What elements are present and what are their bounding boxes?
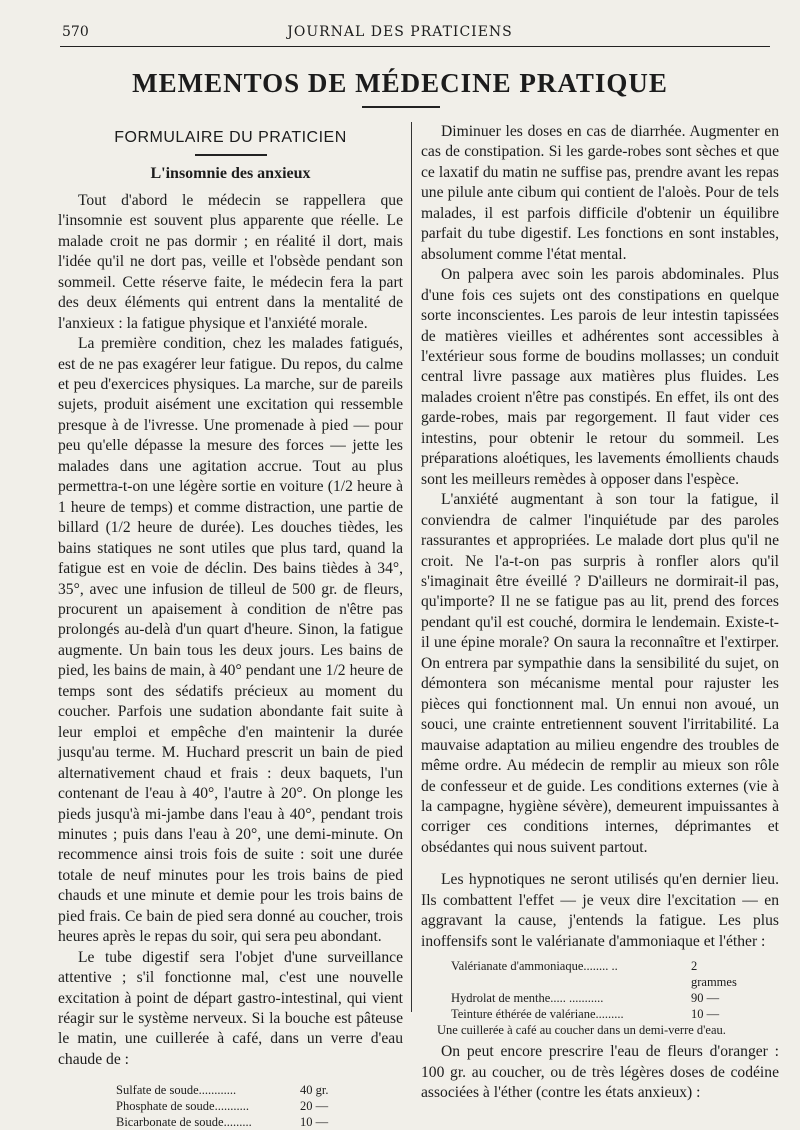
prescription-row	[451, 958, 779, 990]
page-header	[0, 0, 800, 46]
title-rule	[362, 106, 440, 108]
prescription-note: Une cuillerée à café au coucher dans un demi-verre d'eau.	[437, 1023, 726, 1038]
paragraph: On palpera avec soin les parois abdominales. Plus d'une fois ces sujets ont des constipations en quelque sorte inconscientes. Les parois de leur intestin tapissées de matières vieilles et adhérentes sont accessibles à l'extérieur sous forme de boudins mollasses; un conduit central livre passage aux matières plus fluides. Les malades croient n'être pas constipés. En effet, ils ont des garde-robes, mais par regorgement. Il faut vider ces intestins, pour obtenir le retour du sommeil. Les préparations aloétiques, les lavements émollients chauds sont les meilleurs remèdes à opposer dans l'espèce.	[421, 266, 779, 488]
ingredient-dose: 90 —	[691, 991, 720, 1006]
paragraph: Tout d'abord le médecin se rappellera que l'insomnie est souvent plus apparente que réelle. Le malade croit ne pas dormir ; en réalité il dort, mais l'idée qu'il ne dort pas, veille et l'obsède pendant son sommeil. Cette réserve faite, le médecin fera la part des deux éléments qui entrent dans la mentalité de l'anxieux : la fatigue physique et l'anxiété morale.	[58, 191, 403, 332]
ingredient-dose: 2 grammes	[691, 959, 737, 990]
section-rule	[195, 154, 267, 156]
paragraph: Diminuer les doses en cas de diarrhée. Augmenter en cas de constipation. Si les garde-robes sont sèches et que ce laxatif du matin ne suffise pas, prendre avant les repas une pilule ante cibum qui contient de l'aloès. Pour de tels malades, il est parfois difficile d'obtenir un équilibre parfait du tube digestif. Les fonctions en sont instables, absolument comme l'état mental.	[421, 123, 779, 263]
prescription-row	[451, 1006, 779, 1022]
prescription-table	[116, 1082, 403, 1130]
paragraph: On peut encore prescrire l'eau de fleurs d'oranger : 100 gr. au coucher, ou de très légères doses de codéine associées à l'éther (contre les états anxieux) :	[421, 1043, 779, 1102]
ingredient-dose: 20 —	[300, 1099, 329, 1114]
header-rule	[60, 46, 770, 47]
ingredient-name: Hydrolat de menthe..... ...........	[451, 991, 604, 1006]
prescription-table-2	[451, 958, 779, 1022]
main-title: MEMENTOS DE MÉDECINE PRATIQUE	[132, 68, 668, 98]
ingredient-name: Sulfate de soude............	[116, 1083, 237, 1098]
ingredient-name: Phosphate de soude...........	[116, 1099, 249, 1114]
page-number: 570	[62, 24, 89, 40]
prescription-row	[116, 1114, 403, 1130]
paragraph: Le tube digestif sera l'objet d'une surveillance attentive ; s'il fonctionne mal, c'est une nouvelle excitation à point de départ gastro-intestinal, qui vient réagir sur le système nerveux. Si la bouche est pâteuse le matin, une cuillerée à café, dans un verre d'eau chaude de :	[58, 948, 403, 1068]
prescription-row	[116, 1098, 403, 1114]
journal-title: JOURNAL DES PRATICIENS	[287, 24, 513, 40]
paragraph: L'anxiété augmentant à son tour la fatigue, il conviendra de calmer l'inquiétude par des paroles rassurantes et appropriées. Le malade dort plus qu'il ne croit. Ne l'a-t-on pas surpris à ronfler alors qu'il s'imaginait être éveillé ? D'ailleurs ne dormirait-il pas, qu'importe? Il ne se fatigue pas au lit, prend des forces pendant qu'il est couché, dormira le lendemain. Existe-t-il une épine morale? On saura la reconnaître et l'extirper. On entrera par sympathie dans la sensibilité du sujet, on démontera son mécanisme mental pour rajuster les pièces qui fonctionnent mal. Un ennui non avoué, un souci, une crainte entretiennent souvent l'irritabilité. La mauvaise adaptation au milieu engendre des troubles de même ordre. Au médecin de remplir au mieux son rôle de confesseur et de guide. Les conditions externes (vie à la campagne, hygiène sévère), demeurent impuissantes à corriger ces conditions internes, déprimantes et obsédantes qui nous suivent partout.	[421, 491, 779, 856]
ingredient-dose: 10 —	[300, 1115, 329, 1130]
article-title: L'insomnie des anxieux	[150, 165, 311, 183]
right-column	[421, 122, 779, 1103]
ingredient-name: Teinture éthérée de valériane.........	[451, 1007, 624, 1022]
paragraph: La première condition, chez les malades fatigués, est de ne pas exagérer leur fatigue. Du repos, du calme et peu d'exercices physiques. La marche, sur de pareils sujets, produit aisément une excitation qui ressemble presque à de l'ivresse. Une promenade à pied — pour peu qu'elle dépasse la mesure des forces — jette les malades dans une agitation accrue. Tout au plus permettra-t-on une légère sortie en voiture (1/2 heure à 1 heure de temps) et comme distraction, une partie de billard (1/2 heure de durée). Les douches tièdes, les bains statiques ne sont utiles que plus tard, quand la fatigue est en voie de déclin. Des bains tièdes à 34°, 35°, avec une infusion de tilleul de 500 gr. de fleurs, procurent un apaisement à condition de n'être pas prolongés au-delà d'un quart d'heure. Sinon, la fatigue augmente. Un bain tous les deux jours. Les bains de pied, les bains de main, à 40° pendant une 1/2 heure de temps sont des sédatifs précieux au moment du coucher. Parfois une sudation abondante fait suite à leur emploi et empêche d'en maintenir la durée jusqu'au terme. M. Huchard prescrit un bain de pied alternativement chaud et frais : deux baquets, l'un contenant de l'eau à 40°, l'autre à 20°. On plonge les pieds jusqu'à mi-jambe dans l'eau à 40°, pendant trois minutes ; puis dans l'eau à 20°, une demi-minute. On recommence ainsi trois fois de suite : soit une durée totale de neuf minutes pour les trois bains de pied chauds et une minute et demie pour les trois bains de pied frais. Ce bain de pied sera donné au coucher, trois heures après le repas du soir, qui sera peu abondant.	[58, 335, 403, 946]
prescription-row	[451, 990, 779, 1006]
ingredient-dose: 40 gr.	[300, 1083, 329, 1098]
ingredient-name: Bicarbonate de soude.........	[116, 1115, 252, 1130]
ingredient-name: Valérianate d'ammoniaque........ ..	[451, 959, 618, 974]
left-column	[58, 122, 403, 1130]
prescription-row	[116, 1082, 403, 1098]
ingredient-dose: 10 —	[691, 1007, 720, 1022]
paragraph: Les hypnotiques ne seront utilisés qu'en dernier lieu. Ils combattent l'effet — je veux dire l'excitation — en aggravant la cause, j'entends la fatigue. Les plus inoffensifs sont le valérianate d'ammoniaque et l'éther :	[421, 871, 779, 950]
column-divider	[411, 122, 412, 1012]
section-title: FORMULAIRE DU PRATICIEN	[114, 129, 347, 146]
